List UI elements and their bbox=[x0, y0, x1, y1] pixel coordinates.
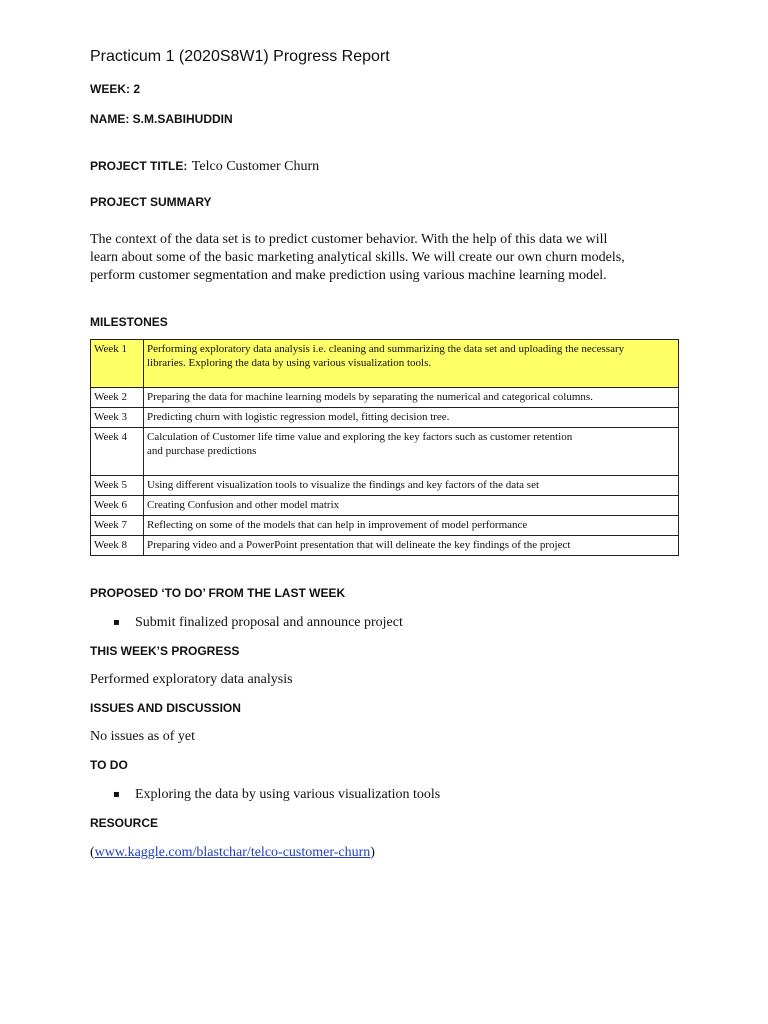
table-row bbox=[91, 536, 679, 556]
todo-last-week-heading: PROPOSED ‘TO DO’ FROM THE LAST WEEK bbox=[90, 586, 346, 600]
week-cell: Week 1 bbox=[91, 340, 144, 388]
project-title-line bbox=[90, 157, 319, 175]
description-line: Calculation of Customer life time value and exploring the key factors such as customer retention bbox=[147, 431, 573, 443]
description-cell bbox=[144, 408, 679, 428]
resource-line bbox=[90, 844, 375, 862]
week-cell: Week 4 bbox=[91, 428, 144, 476]
table-row bbox=[91, 476, 679, 496]
week-label: WEEK: 2 bbox=[90, 82, 141, 96]
project-title-value: Telco Customer Churn bbox=[191, 159, 320, 174]
milestones-table bbox=[90, 339, 679, 556]
description-line: libraries. Exploring the data by using various visualization tools. bbox=[147, 357, 432, 369]
list-item bbox=[113, 614, 513, 632]
bullet-icon: ▪ bbox=[113, 789, 120, 800]
table-row bbox=[91, 428, 679, 476]
progress-heading: THIS WEEK’S PROGRESS bbox=[90, 644, 240, 658]
description-cell bbox=[144, 516, 679, 536]
close-paren: ) bbox=[370, 845, 375, 860]
description-line: Predicting churn with logistic regression model, fitting decision tree. bbox=[147, 411, 450, 423]
progress-text: Performed exploratory data analysis bbox=[90, 672, 293, 687]
description-line bbox=[147, 370, 675, 384]
summary-line: learn about some of the basic marketing analytical skills. We will create our own churn models, bbox=[90, 250, 625, 265]
description-line: Creating Confusion and other model matrix bbox=[147, 499, 340, 511]
week-cell: Week 3 bbox=[91, 408, 144, 428]
table-row bbox=[91, 340, 679, 388]
summary-line: perform customer segmentation and make prediction using various machine learning model. bbox=[90, 268, 607, 283]
description-cell bbox=[144, 536, 679, 556]
summary-line: The context of the data set is to predict customer behavior. With the help of this data we will bbox=[90, 232, 608, 247]
todo-last-week-item: Submit finalized proposal and announce project bbox=[135, 615, 403, 630]
description-line: Reflecting on some of the models that can help in improvement of model performance bbox=[147, 519, 528, 531]
todo-heading: TO DO bbox=[90, 758, 128, 772]
description-cell bbox=[144, 388, 679, 408]
description-line: and purchase predictions bbox=[147, 445, 257, 457]
open-paren: ( bbox=[90, 845, 95, 860]
description-cell bbox=[144, 496, 679, 516]
description-line: Preparing the data for machine learning models by separating the numerical and categorical columns. bbox=[147, 391, 593, 403]
milestones-heading: MILESTONES bbox=[90, 315, 168, 329]
issues-text: No issues as of yet bbox=[90, 729, 195, 744]
week-cell: Week 7 bbox=[91, 516, 144, 536]
bullet-icon: ▪ bbox=[113, 617, 120, 628]
project-summary-text bbox=[90, 231, 660, 285]
week-cell: Week 8 bbox=[91, 536, 144, 556]
table-row bbox=[91, 388, 679, 408]
description-cell bbox=[144, 476, 679, 496]
description-cell bbox=[144, 428, 679, 476]
description-line: Performing exploratory data analysis i.e. cleaning and summarizing the data set and uploading the necessary bbox=[147, 343, 625, 355]
todo-item: Exploring the data by using various visualization tools bbox=[135, 787, 441, 802]
resource-link[interactable]: www.kaggle.com/blastchar/telco-customer-churn bbox=[94, 845, 371, 860]
project-summary-heading: PROJECT SUMMARY bbox=[90, 195, 212, 209]
description-line bbox=[147, 458, 675, 472]
issues-heading: ISSUES AND DISCUSSION bbox=[90, 701, 241, 715]
description-line: Preparing video and a PowerPoint presentation that will delineate the key findings of the project bbox=[147, 539, 571, 551]
week-cell: Week 5 bbox=[91, 476, 144, 496]
project-title-label: PROJECT TITLE: bbox=[90, 159, 188, 173]
week-cell: Week 6 bbox=[91, 496, 144, 516]
name-label: NAME: S.M.SABIHUDDIN bbox=[90, 112, 233, 126]
table-row bbox=[91, 516, 679, 536]
list-item bbox=[113, 786, 513, 804]
week-cell: Week 2 bbox=[91, 388, 144, 408]
description-line: Using different visualization tools to visualize the findings and key factors of the data set bbox=[147, 479, 540, 491]
table-row bbox=[91, 408, 679, 428]
table-row bbox=[91, 496, 679, 516]
resource-heading: RESOURCE bbox=[90, 816, 159, 830]
report-title: Practicum 1 (2020S8W1) Progress Report bbox=[90, 48, 390, 65]
description-cell bbox=[144, 340, 679, 388]
